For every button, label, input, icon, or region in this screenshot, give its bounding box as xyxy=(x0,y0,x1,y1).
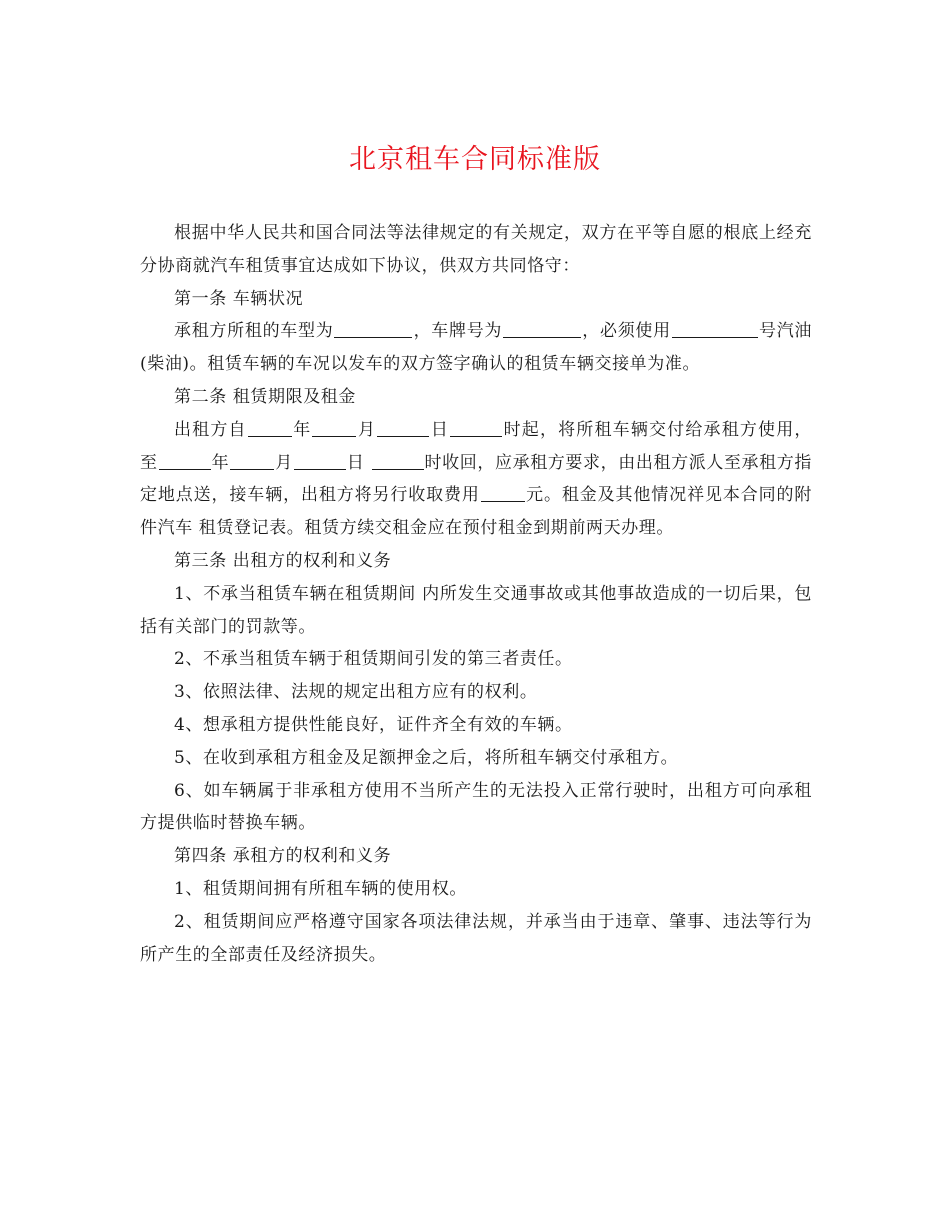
article-4-item-1: 1、租赁期间拥有所租车辆的使用权。 xyxy=(174,878,468,899)
blank-start-hour[interactable] xyxy=(450,418,502,437)
article-4-heading: 第四条 承租方的权利和义务 xyxy=(174,846,392,867)
blank-car-model[interactable] xyxy=(334,319,412,338)
article-3-item-2: 2、不承当租赁车辆于租赁期间引发的第三者责任。 xyxy=(174,649,573,670)
text-segment: 出租方自 xyxy=(174,419,247,440)
blank-start-month[interactable] xyxy=(312,418,356,437)
text-segment: 元。租金及其他情况祥见本合同的附件汽车 租赁登记表。租赁方续交租金应在预付租金到期前两天办理。 xyxy=(140,485,812,539)
article-3-item-1: 1、不承当租赁车辆在租赁期间 内所发生交通事故或其他事故造成的一切后果，包括有关部门的罚款等。 xyxy=(140,583,812,637)
text-segment: 号汽油(柴油)。租赁车辆的车况以发车的双方签字确认的租赁车辆交接单为准。 xyxy=(140,321,813,375)
article-1-heading: 第一条 车辆状况 xyxy=(174,288,304,309)
article-2-heading: 第二条 租赁期限及租金 xyxy=(174,386,357,407)
text-segment: 月 xyxy=(275,452,293,473)
blank-end-month[interactable] xyxy=(230,451,274,470)
text-segment: ，车牌号为 xyxy=(413,321,503,342)
article-2-paragraph xyxy=(140,414,812,545)
document-title: 北京租车合同标准版 xyxy=(349,144,601,175)
text-segment: 时收回，应承租方要求，由出租方派人至承租方指定地点送，接车辆，出租方将另行收取费用 xyxy=(140,452,812,506)
blank-delivery-fee[interactable] xyxy=(481,483,525,502)
blank-plate-number[interactable] xyxy=(503,319,581,338)
text-segment: 承租方所租的车型为 xyxy=(174,321,334,342)
blank-start-day[interactable] xyxy=(377,418,429,437)
article-1-paragraph xyxy=(140,315,812,381)
text-segment: 日 xyxy=(346,452,371,473)
text-segment: 时起，将所租车辆交付给承租方使用，至 xyxy=(140,419,813,473)
text-segment: ，必须使用 xyxy=(582,321,671,342)
blank-fuel-grade[interactable] xyxy=(672,319,758,338)
intro-paragraph: 根据中华人民共和国合同法等法律规定的有关规定，双方在平等自愿的根底上经充分协商就汽车租赁事宜达成如下协议，供双方共同恪守： xyxy=(140,223,812,276)
blank-end-day[interactable] xyxy=(294,451,346,470)
text-segment: 日 xyxy=(430,419,450,440)
document-body xyxy=(140,217,812,971)
text-segment: 月 xyxy=(357,419,377,440)
article-3-item-6: 6、如车辆属于非承租方使用不当所产生的无法投入正常行驶时，出租方可向承租方提供临时替换车辆。 xyxy=(140,780,812,834)
blank-start-year[interactable] xyxy=(248,418,292,437)
text-segment: 年 xyxy=(292,419,312,440)
blank-end-hour[interactable] xyxy=(372,451,424,470)
article-3-item-3: 3、依照法律、法规的规定出租方应有的权利。 xyxy=(174,682,538,703)
article-3-item-5: 5、在收到承租方租金及足额押金之后，将所租车辆交付承租方。 xyxy=(174,747,679,768)
article-3-heading: 第三条 出租方的权利和义务 xyxy=(174,550,392,571)
blank-end-year[interactable] xyxy=(159,451,211,470)
text-segment: 年 xyxy=(211,452,230,473)
article-3-item-4: 4、想承租方提供性能良好，证件齐全有效的车辆。 xyxy=(174,714,573,735)
article-4-item-2: 2、租赁期间应严格遵守国家各项法律法规，并承当由于违章、肇事、违法等行为所产生的全部责任及经济损失。 xyxy=(140,911,812,965)
